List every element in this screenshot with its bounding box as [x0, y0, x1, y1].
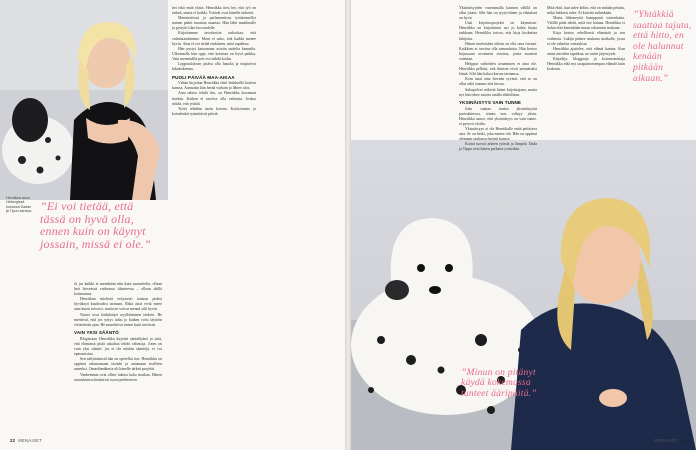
- paragraph: Kirjailija, bloggaaja ja koiranomistaja Henriikka elää nyt tasapainoisempaa elämää kuin koskaan.: [547, 56, 625, 72]
- magazine-name: MENAISET: [653, 438, 678, 443]
- pull-quote-bottom: ”Minun on pitänyt käydä kokemassa tunteet ääripäitä.”: [461, 367, 537, 399]
- paragraph: Ministeriössä ja parlamentissa työskennellyt nainen päätti muuttaa suuntaa. Hän lähti maailmalle ja pystytti tilaa luovuudelle.: [172, 16, 256, 31]
- portrait-image: [0, 0, 168, 200]
- paragraph: Mitä ehtii, kun tulee keliin, että on mitään pelattu, mikä hetkeen tulee. Ei kiirettä mihinkään.: [547, 6, 625, 16]
- section-heading: VAIN YKSI SÄÄNTÖ: [74, 330, 119, 336]
- paragraph: Aina tahtoo tehdä itse, on Henriikka kuvannut itseään. Kaiken ei tarvitse olla valmista. Joskus riittää, että yrittää.: [172, 91, 256, 106]
- section-heading: YKSINÄISYYS VAIN TUNNE: [459, 100, 522, 106]
- paragraph: Lopputuloksen pitäisi olla hauska ja inspiroiva lukukokemus.: [172, 62, 256, 72]
- left-page: [0, 0, 345, 450]
- paragraph: Uusi kirjoitusprojekti on käynnissä. Henriikka on kirjoittanut nyt jo kahta kirjaa tarkkaan. Henriikka toivoo, että kirja koskettaa lukijoita.: [459, 21, 537, 41]
- paragraph: Kirja kertoo rehellisesti elämästä ja sen vaiheista. Lukija pääsee mukaan matkalle, jossa ei ole valmiita vastauksia.: [547, 31, 625, 46]
- page-folio-right: [654, 438, 686, 443]
- paragraph: Vanhemmat ovat olleet tukena koko matkan. Hänen sisaruksensa kuuluivat isoon perheeseen.: [74, 372, 162, 382]
- right-page: [351, 0, 696, 450]
- photo-caption: Henriikka asuu Helsingissä koiransa Dadan ja Tipun kanssa.: [6, 196, 32, 214]
- paragraph: Hänen mielestään oikein on olla oma itsensä. Kaikkien ei tarvitse olla samanlaisia. Hän kertoo kirjassaan avoimesti asioista, joista monesti vaietaan.: [459, 41, 537, 61]
- paragraph: Yksinäisyyden vasemmalla kannen välillä on ollut jotain. Silti hän on tyytyväinen ja elämässä on hyvä.: [459, 6, 537, 21]
- page-number: 23: [680, 438, 686, 443]
- pull-quote: ”Ei voi tietää, että tässä on hyvä olla, ennen kuin on käynyt jossain, missä ei ole.”: [40, 199, 151, 251]
- paragraph: Muita lähteneyttä kumppanit toisenlaisia. Välillä pitää tehdä, mitä itse haluaa. Henriikka ei halua elää kenenkään muun odotusten mukaan.: [547, 16, 625, 31]
- pull-quote-top: ”Yhtäkkiä saattaa tajuta, että hitto, en ole halunnut kenään pitkään aikaan.”: [633, 9, 692, 84]
- magazine-name: MENAISET: [18, 438, 43, 443]
- paragraph: Työtä tehdään usein kotona. Kotitoimisto ja koiralenkit rytmittävät päiviä.: [172, 106, 256, 116]
- paragraph: Yksinäisyys ei ole Henriikalle enää pelottava asia. Se on hetki, joka menee ohi. Hän on oppinut olemaan rauhassa itsensä kanssa.: [459, 127, 537, 142]
- paragraph: Koin asiat aina hirveän syvästi, että se on ollut sekä siunaus että kirous.: [459, 77, 537, 87]
- column-1: [459, 6, 537, 268]
- page-folio-left: [10, 438, 42, 443]
- paragraph: Blogissaan Henriikka kirjoitti säntäilijänä ja siitä, että elämässä pitää uskaltaa tehdä valintoja. Joten on vain yksi sääntö: jos ei ole mitään sääntöjä, ei voi epäonnistua.: [74, 336, 162, 357]
- paragraph: Sukupolvet näkivät hänet kirjoittajana, mutta nyt hän tekee asioita omilla ehdoillaan.: [459, 87, 537, 97]
- paragraph: Koirat tuovat arkeen rytmiä ja lämpöä. Dada ja Tippu ovat hänen parhaita ystäviään.: [459, 142, 537, 152]
- paragraph: hei eikä enää yksin. Henriikka tiesi hei, että työ on tärkeä, mutta ei kaikki. Ystävät ovat hänelle tärkeitä.: [172, 6, 256, 16]
- section-heading: PUOLI PÄIVÄÄ MAA-AIKAA: [172, 74, 235, 80]
- column-1: [74, 282, 162, 430]
- paragraph: Kirjoitamme tavoitteista tarkoittaa, että valmistaudumme. Moni ei usko, että kaikki menee hyvin. Aina ei voi tietää etukäteen, mitä tapahtuu.: [172, 31, 256, 46]
- paragraph: Henriikka ajattelee, että elämä kantaa. Kun antaa asioiden tapahtua, ne usein järjestyvät.: [547, 46, 625, 56]
- paragraph: Ja jos kaikki ei menekään niin kuin suunniteltu, ollaan heti hirveässä vaikeassa tilanteessa – ollaan täällä kotimaassa.: [74, 282, 162, 297]
- column-2: [547, 6, 625, 138]
- paragraph: Sen säilyttämistä hän on opetellut itse. Henriikka on oppinut rakastamaan itseään ja antamaan itselleen anteeksi. Omaelämäkerta oli hänelle tärkeä projekti.: [74, 357, 162, 372]
- paragraph: Henriikan mielestä erityisesti taustan pitäisi hyväksyä kuuluvaksi tarinaan. Ehkä asiat eivät mene aina kuten toivoisi, mutta ne voivat mennä silti hyvin.: [74, 297, 162, 312]
- paragraph: Hän pystyi katsomaan asioita uudelta kannalta. Ulkomailla hän oppi, että kotimaa on hyvä paikka. Vain menemällä pois voi nähdä kodin.: [172, 46, 256, 61]
- paragraph: Naiset ovat kärkikärjet nyylläämisen tiedoin. He miettivät, että jos yritys tulisi jo kaiken voisi täytöön vietettävän ajan. He murehtivat ennen kuin tarvitsisi.: [74, 312, 162, 327]
- column-2: [172, 6, 256, 430]
- page-number: 22: [10, 438, 16, 443]
- portrait-photo: [0, 0, 168, 200]
- paragraph: Joku saattaa tuntea yksinäisyyttä parisuhteessa, toinen taas viihtyy yksin. Henriikka sanoo, että yksinäisyys on vain tunne, ei pysyvä olotila.: [459, 106, 537, 126]
- paragraph: Vähän kirjoitan Henriikka ehtii lenkkeillä koirien kanssa. Aamuisin hän herää varhain ja lähtee ulos.: [172, 81, 256, 91]
- paragraph: Helppoa vaiheiden avaaminen ei aina ole. Henriikka pelkäsi, että ihmiset eivät ymmärtäisi häntä. Silti hän halusi kertoa tarinansa.: [459, 62, 537, 77]
